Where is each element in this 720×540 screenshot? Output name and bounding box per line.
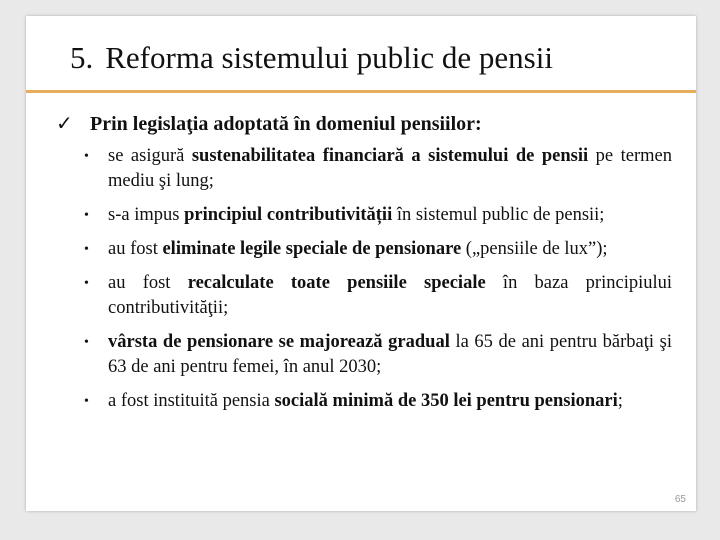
bullet-icon: • bbox=[84, 242, 89, 257]
list-item-text: a fost instituită pensia bbox=[108, 391, 275, 411]
list-item-text: au fost bbox=[108, 273, 188, 293]
slide-title bbox=[70, 40, 670, 76]
list-item bbox=[82, 271, 672, 321]
list-item-emphasis: eliminate legile speciale de pensionare bbox=[162, 239, 462, 259]
page-number: 65 bbox=[674, 494, 686, 505]
list-item bbox=[82, 237, 672, 262]
list-item-emphasis: vârsta de pensionare se majorează gradual bbox=[108, 332, 450, 352]
title-divider bbox=[26, 90, 696, 93]
lead-line bbox=[56, 111, 676, 136]
list-item bbox=[82, 203, 672, 228]
bullet-icon: • bbox=[84, 276, 89, 291]
bullet-icon: • bbox=[84, 335, 89, 350]
list-item-text: au fost bbox=[108, 239, 163, 259]
lead-text: Prin legislaţia adoptată în domeniul pensiilor: bbox=[90, 113, 482, 135]
list-item-text: pe termen mediu şi lung; bbox=[108, 146, 672, 191]
title-text: Reforma sistemului public de pensii bbox=[105, 40, 553, 75]
list-item-emphasis: recalculate toate pensiile speciale bbox=[187, 273, 486, 293]
list-item-emphasis: principiul contributivității bbox=[184, 205, 393, 225]
list-item-text: s-a impus bbox=[108, 205, 185, 225]
list-item-emphasis: sustenabilitatea financiară a sistemului de pensii bbox=[191, 146, 589, 166]
list-item-text: se asigură bbox=[108, 146, 192, 166]
list-item bbox=[82, 330, 672, 380]
list-item-text: în sistemul public de pensii; bbox=[392, 205, 605, 225]
list-item bbox=[82, 389, 672, 414]
bullet-icon: • bbox=[84, 149, 89, 164]
title-number: 5. bbox=[70, 40, 94, 75]
list-item-text: („pensiile de lux”); bbox=[461, 239, 608, 259]
bullet-list bbox=[82, 144, 672, 423]
list-item-text: la 65 de ani pentru bărbaţi şi 63 de ani pentru femei, în anul 2030; bbox=[108, 332, 672, 377]
list-item-text: ; bbox=[617, 391, 623, 411]
list-item-emphasis: socială minimă de 350 lei pentru pensionari bbox=[274, 391, 618, 411]
checkmark-icon: ✓ bbox=[56, 113, 73, 135]
slide bbox=[26, 16, 696, 511]
bullet-icon: • bbox=[84, 394, 89, 409]
bullet-icon: • bbox=[84, 208, 89, 223]
list-item-text: în baza principiului contributivităţii; bbox=[108, 273, 672, 318]
list-item bbox=[82, 144, 672, 194]
